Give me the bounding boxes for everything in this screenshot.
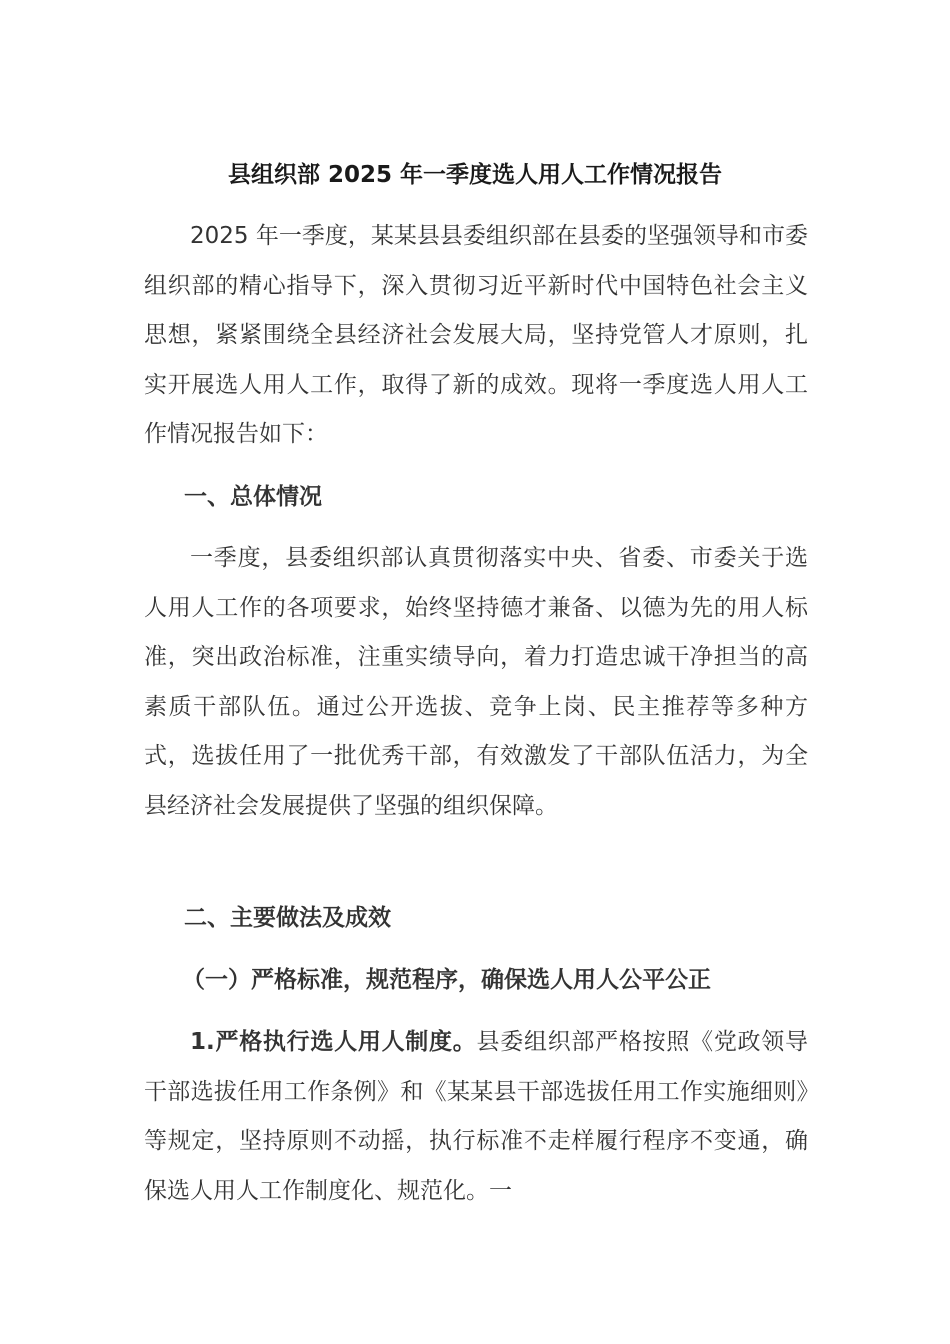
section-2-subheading: （一）严格标准，规范程序，确保选人用人公平公正	[182, 967, 711, 993]
section-1-heading: 一、总体情况	[184, 484, 322, 510]
document-title: 县组织部 2025 年一季度选人用人工作情况报告	[227, 162, 723, 188]
item-1-text: 县委组织部严格按照《党政领导干部选拔任用工作条例》和《某某县干部选拔任用工作实施细则》等规定，坚持原则不动摇，执行标准不走样履行程序不变通，确保选人用人工作制度化、规范化。一	[144, 1029, 809, 1204]
item-1-paragraph	[144, 1018, 808, 1216]
item-1-lead: 1.严格执行选人用人制度。	[190, 1029, 477, 1055]
intro-paragraph: 2025 年一季度，某某县县委组织部在县委的坚强领导和市委组织部的精心指导下，深入贯彻习近平新时代中国特色社会主义思想，紧紧围绕全县经济社会发展大局，坚持党管人才原则，扎实开展选人用人工作，取得了新的成效。现将一季度选人用人工作情况报告如下：	[144, 223, 808, 447]
section-1-paragraph: 一季度，县委组织部认真贯彻落实中央、省委、市委关于选人用人工作的各项要求，始终坚持德才兼备、以德为先的用人标准，突出政治标准，注重实绩导向，着力打造忠诚干净担当的高素质干部队伍。通过公开选拔、竞争上岗、民主推荐等多种方式，选拔任用了一批优秀干部，有效激发了干部队伍活力，为全县经济社会发展提供了坚强的组织保障。	[144, 545, 808, 819]
section-2-heading: 二、主要做法及成效	[184, 905, 391, 931]
